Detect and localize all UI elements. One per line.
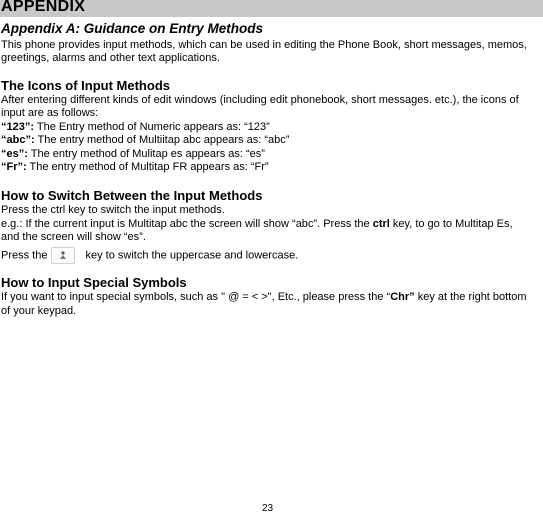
intro-line-1: This phone provides input methods, which can be used in editing the Phone Book, short messages, memos, bbox=[1, 39, 527, 51]
icon-item-key: “abc”: bbox=[1, 134, 35, 146]
switch-line-3: and the screen will show “es”. bbox=[1, 231, 146, 243]
icon-item-123 bbox=[1, 121, 543, 135]
switch-line-2-pre: e.g.: If the current input is Multitap abc the screen will show “abc”. Press the bbox=[1, 218, 373, 230]
switch-line-4-pre: Press the bbox=[1, 249, 48, 262]
icon-item-text: The entry method of Mulitap es appears as: “es” bbox=[27, 148, 265, 160]
icon-item-text: The entry method of Multiitap abc appears as: “abc” bbox=[34, 134, 290, 146]
switch-line-2-post: key, to go to Multitap Es, bbox=[389, 218, 513, 230]
icons-section-heading: The Icons of Input Methods bbox=[1, 78, 170, 93]
icons-line-1: After entering different kinds of edit windows (including edit phonebook, short messages. etc.), the icons of bbox=[1, 94, 519, 106]
switch-line-4-post: key to switch the uppercase and lowercase. bbox=[85, 249, 299, 262]
icon-item-key: “es”: bbox=[1, 148, 28, 160]
special-line-1-pre: If you want to input special symbols, such as " @ = < >", Etc., please press the “ bbox=[1, 291, 391, 303]
icon-item-text: The Entry method of Numeric appears as: “123” bbox=[34, 121, 270, 133]
icon-item-key: “123”: bbox=[1, 121, 35, 133]
switch-line-4 bbox=[1, 247, 543, 264]
special-line-1 bbox=[1, 291, 543, 305]
section-a-heading: Appendix A: Guidance on Entry Methods bbox=[1, 21, 264, 36]
intro-line-2: greetings, alarms and other text applications. bbox=[1, 52, 220, 64]
page-number: 23 bbox=[262, 503, 274, 514]
page-title: APPENDIX bbox=[1, 0, 86, 15]
appendix-banner bbox=[0, 0, 543, 17]
icon-item-text: The entry method of Multitap FR appears as: “Fr” bbox=[26, 161, 269, 173]
special-line-2: of your keypad. bbox=[1, 305, 77, 317]
special-line-1-post: key at the right bottom bbox=[414, 291, 527, 303]
shift-key-icon bbox=[51, 247, 75, 264]
icon-item-key: “Fr”: bbox=[1, 161, 27, 173]
icon-item-es bbox=[1, 148, 543, 162]
switch-section-heading: How to Switch Between the Input Methods bbox=[1, 188, 263, 203]
icon-item-abc bbox=[1, 134, 543, 148]
chr-key-label: Chr” bbox=[390, 291, 415, 303]
special-section-heading: How to Input Special Symbols bbox=[1, 275, 187, 290]
icons-line-2: input are as follows: bbox=[1, 107, 99, 119]
icon-item-fr bbox=[1, 161, 543, 175]
ctrl-key-label: ctrl bbox=[372, 218, 390, 230]
switch-line-1: Press the ctrl key to switch the input methods. bbox=[1, 204, 225, 216]
switch-line-2 bbox=[1, 218, 543, 232]
